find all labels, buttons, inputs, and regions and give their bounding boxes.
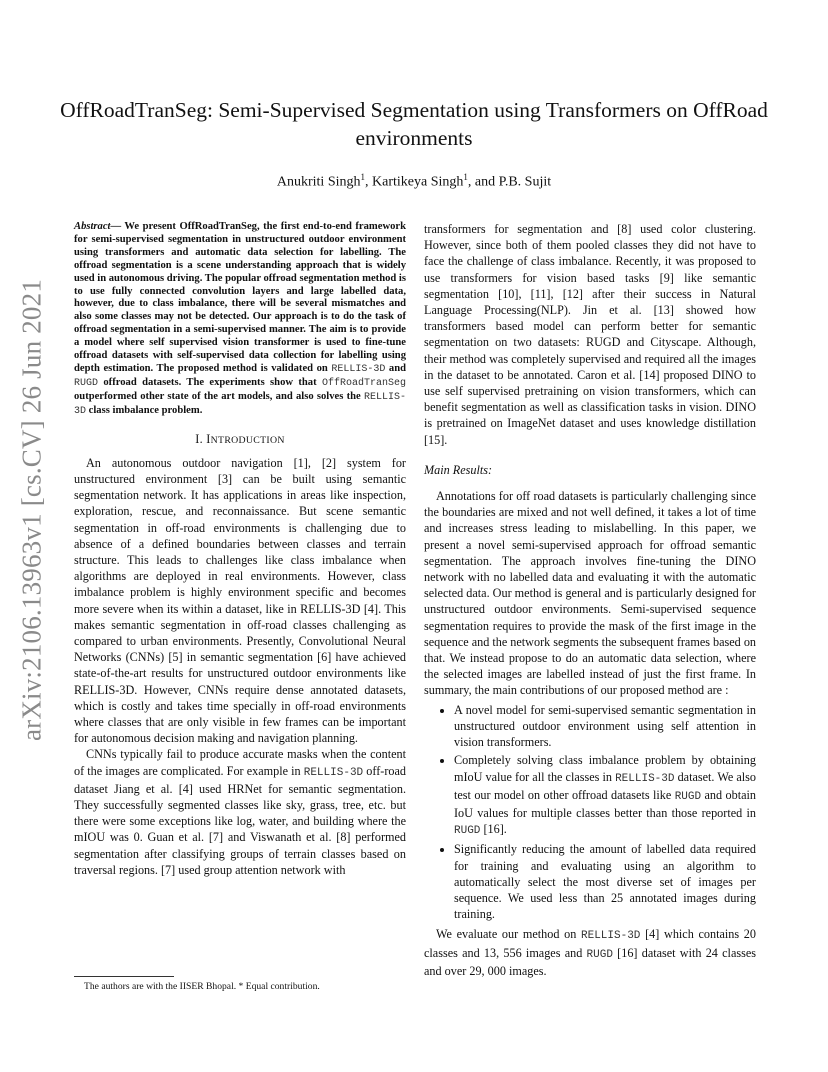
contribution-item-1: • A novel model for semi-supervised semantic segmentation in unstructured outdoor environment using self attention in vision transformers. (454, 702, 756, 751)
left-column (74, 221, 406, 878)
abstract-text-5: class imbalance problem. (86, 404, 203, 416)
abstract-method-name: OffRoadTranSeg (321, 377, 406, 389)
intro-paragraph-3: transformers for segmentation and [8] used color clustering. However, since both of them pooled classes they did not have to face the challenge of class imbalance. Recently, it was proposed to use transformers for vision based tasks [9] like semantic segmentation [10], [11], [12] after their success in Natural Language Processing(NLP). Jin et al. [13] showed how transformers based model can perform better for semantic segmentation on two datasets: RUGD and Cityscape. Although, their method was completely supervised and required all the images in the dataset to be annotated. Caron et al. [14] proposed DINO to use self supervised pretraining on vision transformers, which can benefit segmentation as well as classification tasks in vision. DINO is pretrained on ImageNet dataset and uses knowledge distillation [15]. (424, 222, 756, 447)
abstract-label: Abstract (74, 221, 111, 232)
intro-p2-text-a: CNNs typically fail to produce accurate masks when the content of the images are complicated. For example in (74, 747, 406, 778)
intro-paragraph-1: An autonomous outdoor navigation [1], [2] system for unstructured environment [3] can be built using semantic segmentation network. It has applications in areas like inspection, exploration, rescue, and reconnaissance. But scene semantic segmentation in off-road environments is challenging due to absence of a defined boundaries between classes and terrain structure. This leads to challenges like class imbalance when algorithms are deployed in real environments. However, class imbalance problem is highly environment specific and becomes more severe when its within a dataset, like in RELLIS-3D [4]. This makes semantic segmentation in off-road classes challenging as compared to urban environments. Presently, Convolutional Neural Networks (CNNs) [5] in semantic segmentation [6] have achieved state-of-the-art results for unstructured outdoor environments like RELLIS-3D. However, CNNs require dense annotated datasets, which is costly and takes time specially in off-road environments where classes that are only visible in few frames can be important for autonomous decision making and navigation planning. (74, 455, 406, 746)
section-number: I. I (195, 431, 211, 446)
main-results-paragraph-2 (424, 926, 756, 979)
contribution-2-text-d: [16]. (480, 822, 507, 837)
author-3: , and P.B. Sujit (467, 174, 552, 190)
evaluation-text-a: We evaluate our method on (436, 927, 581, 942)
section-name: NTRODUCTION (210, 434, 285, 446)
contribution-2-text-c: and obtain IoU values for multiple classes better than those reported in (454, 787, 757, 820)
intro-paragraph-2 (74, 746, 406, 878)
abstract-text-2: and (385, 362, 406, 374)
intro-p2-dataset: RELLIS-3D (303, 766, 364, 779)
evaluation-dataset-rellis: RELLIS-3D (581, 930, 641, 943)
contribution-2-dataset-rugd-2: RUGD (454, 825, 481, 838)
arxiv-sidebar (8, 278, 56, 742)
author-list: Anukriti Singh$^1$, Kartikeya Singh$^1$, and P.B. Sujit (276, 172, 552, 190)
contribution-2-dataset-rellis: RELLIS-3D (615, 772, 675, 785)
footnote-divider (74, 976, 174, 977)
contribution-item-3: • Significantly reducing the amount of labelled data required for training and evaluating using an algorithm to automatically select the most diverse set of images per sequence. We used less than 25 annotated images during training. (454, 841, 756, 922)
intro-p2-text-b: off-road dataset Jiang et al. [4] used HRNet for semantic segmentation. They successfully segmented classes like sky, grass, tree, etc. but there were some exceptions like log, water, and building where the mIOU was 0. Guan et al. [7] and Viswanath et al. [8] performed segmentation after classifying groups of terrain classes based on traversal regions. [7] used group attention network with (74, 763, 406, 877)
contribution-2-text-b: dataset. We also test our model on other offroad datasets like (454, 769, 757, 802)
author-1: Anukriti Singh (276, 174, 361, 190)
contribution-2-dataset-rugd: RUGD (674, 790, 702, 803)
abstract-dataset-rugd: RUGD (74, 377, 99, 389)
evaluation-text-c: [16] dataset with 24 classes and over 29, 000 images. (424, 945, 756, 978)
contribution-2-text-a: Completely solving class imbalance problem by obtaining mIoU value for all the classes in (454, 753, 756, 784)
abstract-dataset-rellis-2: RELLIS-3D (74, 391, 406, 417)
abstract-dataset-rellis: RELLIS-3D (331, 363, 386, 375)
main-results-heading: Main Results: (424, 462, 493, 477)
section-heading-introduction (74, 431, 406, 449)
author-2: Kartikeya Singh (372, 174, 464, 190)
abstract (74, 221, 406, 419)
abstract-text-3: offroad datasets. The experiments show that (98, 376, 322, 388)
contribution-item-2 (454, 752, 756, 839)
author-2-affil: 1 (463, 172, 468, 182)
abstract-text-4: outperformed other state of the art models, and also solves the (74, 390, 364, 402)
right-column (424, 221, 756, 979)
paper-title: OffRoadTranSeg: Semi-Supervised Segmentation using Transformers on OffRoad environments (60, 98, 768, 150)
evaluation-text-b: [4] which contains 20 classes and 13, 556 images and (424, 927, 756, 960)
abstract-text-1: — We present OffRoadTranSeg, the first end-to-end framework for semi-supervised segmentation in unstructured outdoor environment using transformers and automatic data selection for labelling. The offroad segmentation is a scene understanding approach that is widely used in autonomous driving. The popular offroad segmentation method is to use fully connected convolution layers and large labelled data, however, due to class imbalance, there will be several mismatches and also some classes may not be detected. Our approach is to do the task of offroad segmentation in a semi-supervised manner. The aim is to provide a model where self supervised vision transformer is used to fine-tune offroad datasets with self-supervised data collection for labelling using depth estimation. The proposed method is validated on (74, 221, 406, 374)
evaluation-dataset-rugd: RUGD (586, 948, 613, 961)
arxiv-identifier: arXiv:2106.13963v1 [cs.CV] 26 Jun 2021 (16, 278, 47, 742)
affiliation-footnote: The authors are with the IISER Bhopal. * Equal contribution. (84, 981, 320, 992)
main-results-paragraph-1: Annotations for off road datasets is particularly challenging since the boundaries are mixed and not well defined, it takes a lot of time and increases stress leading to mislabelling. In this paper, we present a novel semi-supervised approach for offroad semantic segmentation. The approach involves fine-tuning the DINO network with no labelled data and evaluating it with the automatic selected data. Our method is general and is particularly designed for unstructured outdoor environments. Semi-supervised sequence segmentation requires to provide the mask of the first image in the sequence and the network segments the subsequent frames based on that. We instead propose to do an automatic data selection, where the selected images are labelled instead of just the first frame. In summary, the main contributions of our proposed method are : (424, 489, 757, 698)
author-1-affil: 1 (360, 172, 365, 182)
contribution-list (424, 702, 756, 923)
